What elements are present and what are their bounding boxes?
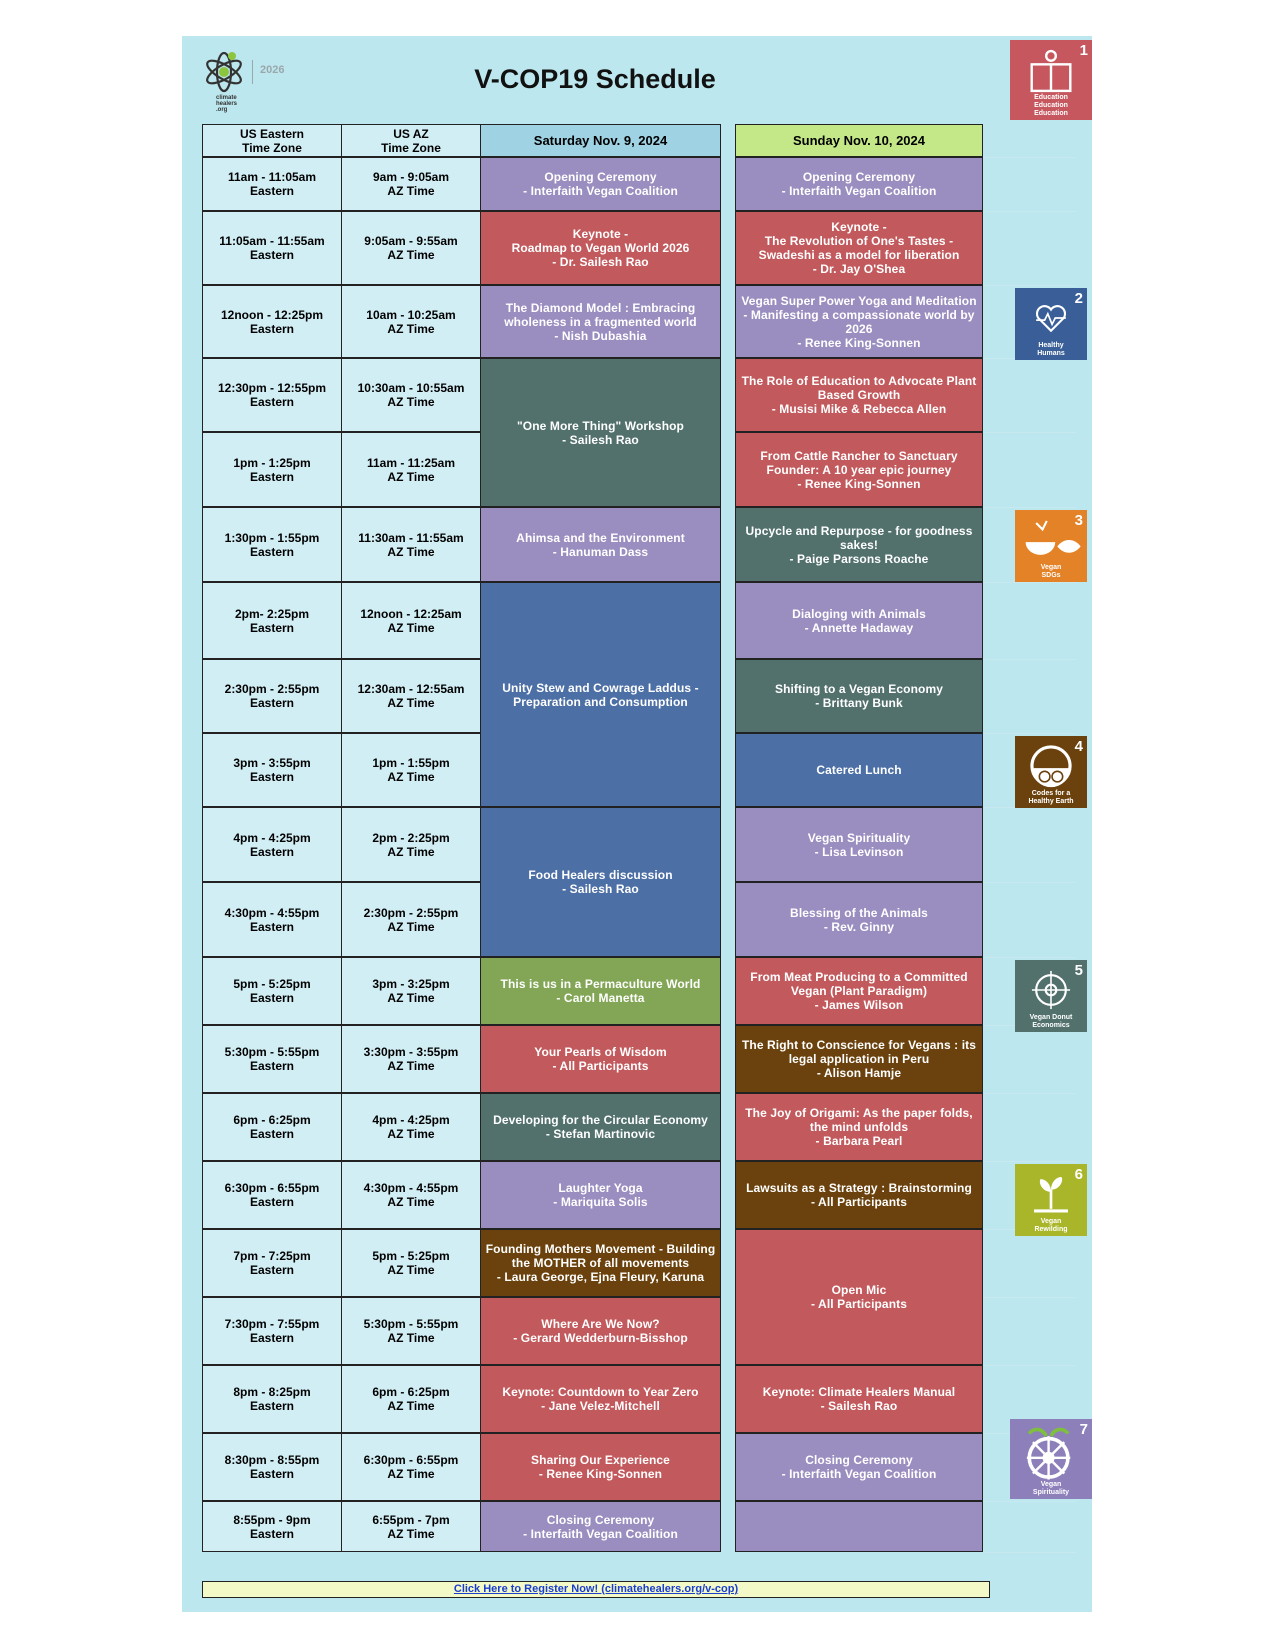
saturday-session [480,1365,721,1433]
time-az-cell-text: 3:30pm - 3:55pm AZ Time [363,1045,459,1073]
time-eastern-cell-text: 5:30pm - 5:55pm Eastern [224,1045,320,1073]
saturday-session-text: The Diamond Model : Embracing wholeness in a fragmented world - Nish Dubashia [504,300,697,343]
time-az-cell [341,507,481,582]
row-gridline [984,157,1076,158]
sunday-session-text: Lawsuits as a Strategy : Brainstorming - All Participants [746,1181,972,1209]
saturday-session [480,807,721,957]
header-saturday-text: Saturday Nov. 9, 2024 [533,132,668,148]
sunday-session [735,882,983,957]
row-gridline [984,285,1076,286]
time-az-cell [341,807,481,882]
sunday-session-text: Blessing of the Animals - Rev. Ginny [790,905,928,934]
badge-label: Vegan Rewilding [1034,1218,1068,1233]
time-eastern-cell-text: 1:30pm - 1:55pm Eastern [224,530,320,559]
time-eastern-cell [202,807,342,882]
row-gridline [984,1093,1076,1094]
time-eastern-cell-text: 11:05am - 11:55am Eastern [219,234,325,262]
time-eastern-cell-text: 8:30pm - 8:55pm Eastern [224,1453,320,1481]
row-gridline [984,733,1076,734]
saturday-session [480,1161,721,1229]
time-eastern-cell [202,882,342,957]
saturday-session-text: Developing for the Circular Economy - Stefan Martinovic [493,1113,708,1141]
category-badge-7 [1010,1419,1092,1499]
time-eastern-cell [202,211,342,285]
time-az-cell [341,957,481,1025]
time-az-cell-text: 12:30am - 12:55am AZ Time [357,682,465,710]
badge-label: Vegan Donut Economics [1029,1014,1073,1029]
time-eastern-cell [202,1093,342,1161]
sunday-session-text: From Meat Producing to a Committed Vegan (Plant Paradigm) - James Wilson [750,970,968,1012]
saturday-session [480,1025,721,1093]
badge-number: 4 [1074,738,1083,755]
time-eastern-cell [202,582,342,659]
saturday-session-text: Keynote: Countdown to Year Zero - Jane Velez-Mitchell [502,1385,699,1413]
time-eastern-cell [202,733,342,807]
time-eastern-cell [202,285,342,358]
time-eastern-cell-text: 6pm - 6:25pm Eastern [233,1113,311,1141]
time-eastern-cell [202,957,342,1025]
sunday-session-text: Catered Lunch [816,763,902,777]
category-badge-2 [1015,288,1087,360]
time-eastern-cell-text: 4:30pm - 4:55pm Eastern [224,905,320,934]
sunday-session-text: The Right to Conscience for Vegans : its legal application in Peru - Alison Hamje [741,1038,977,1080]
saturday-session [480,358,721,507]
sunday-session-text: Open Mic - All Participants [810,1283,908,1311]
time-az-cell [341,1025,481,1093]
time-eastern-cell [202,1161,342,1229]
register-link[interactable]: Click Here to Register Now! (climatehealers.org/v-cop) [202,1581,990,1598]
sunday-session [735,733,983,807]
saturday-session-text: Sharing Our Experience - Renee King-Sonnen [531,1453,670,1481]
time-eastern-cell-text: 7:30pm - 7:55pm Eastern [224,1317,320,1345]
time-az-cell-text: 9am - 9:05am AZ Time [372,170,450,198]
sunday-session-text: Upcycle and Repurpose - for goodness sakes! - Paige Parsons Roache [745,523,973,566]
saturday-session-text: Food Healers discussion - Sailesh Rao [528,868,673,896]
time-eastern-cell [202,1297,342,1365]
badge-label: Codes for a Healthy Earth [1028,790,1074,805]
time-eastern-cell [202,1365,342,1433]
time-az-cell [341,432,481,507]
sunday-session [735,358,983,432]
time-eastern-cell-text: 2pm- 2:25pm Eastern [234,606,310,635]
time-az-cell-text: 4:30pm - 4:55pm AZ Time [363,1181,459,1209]
saturday-session-text: Opening Ceremony - Interfaith Vegan Coalition [523,170,678,198]
sunday-session-text: From Cattle Rancher to Sanctuary Founder: A 10 year epic journey - Renee King-Sonnen [760,448,958,491]
page-title: V-COP19 Schedule [474,64,716,94]
time-az-cell-text: 12noon - 12:25am AZ Time [360,606,462,635]
badge-number: 7 [1079,1421,1088,1438]
sunday-session [735,659,983,733]
sunday-session-text: Vegan Spirituality - Lisa Levinson [807,830,911,859]
row-gridline [984,882,1076,883]
time-az-cell [341,582,481,659]
sunday-session-text: Closing Ceremony - Interfaith Vegan Coalition [781,1453,937,1481]
sunday-session [735,582,983,659]
time-az-cell-text: 10:30am - 10:55am AZ Time [357,381,465,409]
row-gridline [984,432,1076,433]
time-eastern-cell-text: 11am - 11:05am Eastern [227,170,317,198]
saturday-session [480,211,721,285]
row-gridline [984,582,1076,583]
saturday-session-text: Where Are We Now? - Gerard Wedderburn-Bisshop [513,1317,688,1345]
saturday-session-text: Unity Stew and Cowrage Laddus - Preparation and Consumption [502,680,699,709]
time-eastern-cell-text: 2:30pm - 2:55pm Eastern [224,682,320,710]
time-eastern-cell-text: 8:55pm - 9pm Eastern [233,1512,311,1541]
sunday-session-text: Opening Ceremony - Interfaith Vegan Coalition [781,170,937,198]
time-az-cell-text: 6:30pm - 6:55pm AZ Time [363,1453,459,1481]
saturday-session-text: Founding Mothers Movement - Building the MOTHER of all movements - Laura George, Ejna Fleury, Karuna [485,1242,716,1284]
time-az-cell [341,1365,481,1433]
time-az-cell-text: 3pm - 3:25pm AZ Time [372,977,450,1005]
time-az-cell [341,1229,481,1297]
time-eastern-cell [202,358,342,432]
time-az-cell [341,211,481,285]
time-az-cell [341,1093,481,1161]
sunday-session [735,1229,983,1365]
climate-healers-logo [202,50,302,115]
time-eastern-cell [202,659,342,733]
time-az-cell [341,285,481,358]
row-gridline [984,507,1076,508]
saturday-session [480,957,721,1025]
row-gridline [984,1365,1076,1366]
time-eastern-cell [202,1433,342,1501]
time-eastern-cell [202,1229,342,1297]
time-az-cell [341,1433,481,1501]
saturday-session [480,157,721,211]
time-az-cell-text: 10am - 10:25am AZ Time [366,307,456,336]
header-sunday-text: Sunday Nov. 10, 2024 [793,132,925,148]
saturday-session-text: Closing Ceremony - Interfaith Vegan Coalition [523,1512,678,1541]
time-az-cell [341,1501,481,1552]
time-eastern-cell-text: 12:30pm - 12:55pm Eastern [217,381,327,409]
saturday-session-text: Keynote - Roadmap to Vegan World 2026 - Dr. Sailesh Rao [511,227,690,269]
time-eastern-cell [202,157,342,211]
row-gridline [984,1161,1076,1162]
time-eastern-cell [202,1501,342,1552]
saturday-session [480,507,721,582]
time-eastern-cell [202,507,342,582]
header-eastern-timezone-text: US Eastern Time Zone [239,126,305,155]
time-az-cell [341,157,481,211]
time-az-cell-text: 11am - 11:25am AZ Time [366,455,456,484]
badge-number: 1 [1079,42,1088,59]
sunday-session [735,157,983,211]
time-az-cell-text: 6pm - 6:25pm AZ Time [372,1385,450,1413]
time-az-cell-text: 2:30pm - 2:55pm AZ Time [363,905,459,934]
sunday-session [735,1433,983,1501]
time-az-cell [341,882,481,957]
sunday-session-text: The Joy of Origami: As the paper folds, the mind unfolds - Barbara Pearl [745,1106,973,1148]
sunday-session [735,1365,983,1433]
sunday-session-text: Shifting to a Vegan Economy - Brittany Bunk [774,682,944,710]
sunday-session [735,211,983,285]
time-eastern-cell-text: 7pm - 7:25pm Eastern [233,1249,311,1277]
time-az-cell [341,1297,481,1365]
time-az-cell-text: 1pm - 1:55pm AZ Time [372,756,450,784]
time-eastern-cell-text: 1pm - 1:25pm Eastern [233,455,311,484]
time-az-cell-text: 5:30pm - 5:55pm AZ Time [363,1317,459,1345]
sunday-session-text: Keynote - The Revolution of One's Tastes - Swadeshi as a model for liberation - Dr. Jay O'Shea [758,220,960,276]
row-gridline [984,1501,1076,1502]
category-badge-3 [1015,510,1087,582]
time-az-cell-text: 5pm - 5:25pm AZ Time [372,1249,450,1277]
sunday-session-text: Vegan Super Power Yoga and Meditation - Manifesting a compassionate world by 2026 - Renee King-Sonnen [741,293,977,350]
sunday-session [735,507,983,582]
logo-divider [252,60,253,84]
saturday-session-text: Ahimsa and the Environment - Hanuman Dass [516,530,685,559]
badge-number: 6 [1074,1166,1083,1183]
saturday-session-text: This is us in a Permaculture World - Carol Manetta [500,977,701,1005]
time-az-cell [341,659,481,733]
header-az-timezone-text: US AZ Time Zone [381,126,441,155]
saturday-session-text: Laughter Yoga - Mariquita Solis [553,1181,648,1209]
logo-year: 2026 [260,64,285,76]
time-eastern-cell-text: 4pm - 4:25pm Eastern [233,830,311,859]
time-az-cell [341,1161,481,1229]
time-eastern-cell [202,432,342,507]
time-eastern-cell-text: 8pm - 8:25pm Eastern [233,1385,311,1413]
saturday-session [480,582,721,807]
time-az-cell [341,733,481,807]
sunday-session [735,957,983,1025]
header-saturday [480,124,721,157]
time-az-cell-text: 2pm - 2:25pm AZ Time [372,830,450,859]
time-eastern-cell [202,1025,342,1093]
saturday-session [480,1501,721,1552]
category-badge-5 [1015,960,1087,1032]
saturday-session [480,1093,721,1161]
time-az-cell-text: 6:55pm - 7pm AZ Time [372,1512,450,1541]
saturday-session [480,1297,721,1365]
header-sunday [735,124,983,157]
category-badge-6 [1015,1164,1087,1236]
atom-logo-icon [202,50,250,98]
badge-label: Education Education Education [1034,94,1068,117]
badge-number: 2 [1074,290,1083,307]
badge-label: Vegan Spirituality [1032,1481,1070,1496]
sunday-session [735,1161,983,1229]
row-gridline [984,659,1076,660]
row-gridline [984,957,1076,958]
badge-number: 5 [1074,962,1083,979]
category-badge-1 [1010,40,1092,120]
sunday-session [735,285,983,358]
row-gridline [984,211,1076,212]
logo-text: climate healers .org [216,95,238,113]
badge-label: Healthy Humans [1037,342,1065,357]
sunday-session-text: Keynote: Climate Healers Manual - Sailesh Rao [762,1385,956,1413]
time-az-cell-text: 4pm - 4:25pm AZ Time [372,1113,450,1141]
badge-label: Vegan SDGs [1040,564,1062,579]
row-gridline [984,1297,1076,1298]
time-eastern-cell-text: 6:30pm - 6:55pm Eastern [224,1181,320,1209]
time-eastern-cell-text: 12noon - 12:25pm Eastern [220,307,324,336]
time-az-cell [341,358,481,432]
saturday-session-text: "One More Thing" Workshop - Sailesh Rao [517,418,684,447]
header-az-timezone [341,124,481,157]
sunday-session-text: Dialoging with Animals - Annette Hadaway [792,606,926,635]
row-gridline [984,1552,1076,1553]
sunday-session [735,1093,983,1161]
badge-number: 3 [1074,512,1083,529]
time-az-cell-text: 9:05am - 9:55am AZ Time [364,234,458,262]
sunday-session [735,1025,983,1093]
header-eastern-timezone [202,124,342,157]
sunday-session [735,1501,983,1552]
saturday-session [480,285,721,358]
time-eastern-cell-text: 3pm - 3:55pm Eastern [233,756,311,784]
category-badge-4 [1015,736,1087,808]
sunday-session-text: The Role of Education to Advocate Plant Based Growth - Musisi Mike & Rebecca Allen [741,374,977,416]
time-az-cell-text: 11:30am - 11:55am AZ Time [358,530,464,559]
sunday-session [735,432,983,507]
saturday-session [480,1229,721,1297]
sunday-session [735,807,983,882]
saturday-session [480,1433,721,1501]
saturday-session-text: Your Pearls of Wisdom - All Participants [534,1045,667,1073]
time-eastern-cell-text: 5pm - 5:25pm Eastern [233,977,311,1005]
